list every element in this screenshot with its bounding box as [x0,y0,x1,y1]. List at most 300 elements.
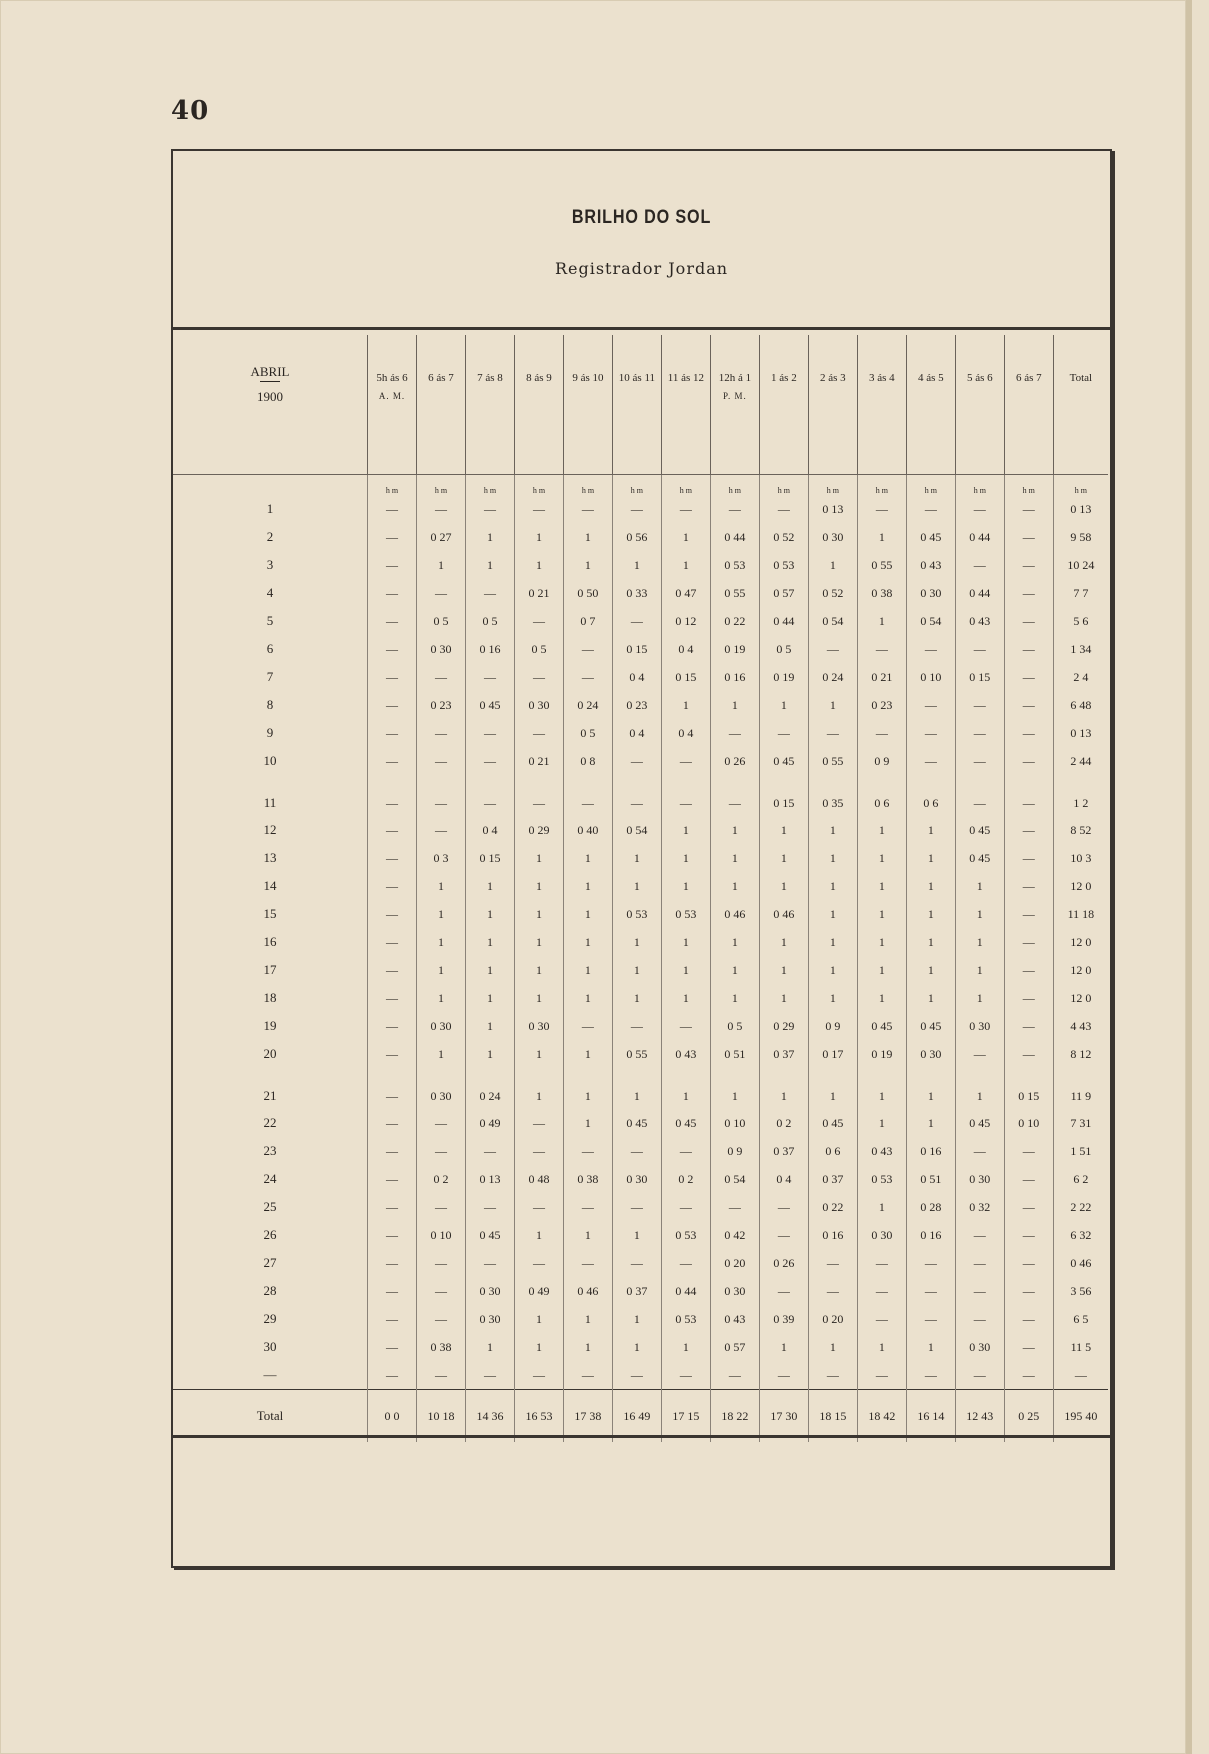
hour-cell: 0 20 [710,1249,759,1277]
hour-cell: 0 17 [808,1040,857,1068]
hour-cell: — [368,495,417,523]
hour-cell: 1 [808,1333,857,1361]
hour-cell: 1 [808,928,857,956]
hour-cell: — [808,1277,857,1305]
hour-cell: 0 30 [955,1333,1004,1361]
hour-cell: — [1004,928,1053,956]
hour-cell: 0 33 [612,579,661,607]
grand-total-cell: 195 40 [1053,1390,1108,1443]
hour-cell: 0 45 [465,691,514,719]
hour-cell: 1 [416,551,465,579]
table-row [173,928,1108,956]
row-total-cell: 6 5 [1053,1305,1108,1333]
hour-cell: 0 45 [661,1109,710,1137]
hour-cell: — [955,747,1004,775]
hour-cell: — [416,1305,465,1333]
table-frame [171,149,1112,1568]
hour-cell: 0 45 [906,1012,955,1040]
hour-cell: — [1004,1221,1053,1249]
hour-cell: 1 [514,928,563,956]
hour-cell: — [416,1249,465,1277]
hour-cell: 0 30 [710,1277,759,1305]
hour-cell: 1 [612,551,661,579]
hour-cell: — [368,551,417,579]
hour-cell: 0 40 [563,816,612,844]
hour-cell: — [612,775,661,816]
column-header [465,335,514,475]
hour-cell: 1 [661,691,710,719]
row-total-cell: 11 9 [1053,1068,1108,1109]
hour-cell: 0 37 [612,1277,661,1305]
hour-cell: 1 [514,984,563,1012]
hour-cell: 0 54 [906,607,955,635]
row-total-cell: 8 12 [1053,1040,1108,1068]
hour-cell: — [661,775,710,816]
hour-cell: 0 15 [661,663,710,691]
column-header-label: 6 ás 7 [428,372,454,384]
hour-cell: — [1004,663,1053,691]
hour-cell: — [368,844,417,872]
hour-cell: 0 46 [759,900,808,928]
day-cell: 9 [266,725,274,740]
hour-cell: 1 [857,900,906,928]
hour-cell: 1 [808,900,857,928]
hour-cell: 1 [808,551,857,579]
hour-cell: — [368,928,417,956]
hour-cell: 0 6 [808,1137,857,1165]
hour-cell: — [759,1193,808,1221]
column-header-label: 12h á 1 [718,372,752,384]
hour-cell: 0 19 [710,635,759,663]
hour-cell: 0 22 [808,1193,857,1221]
hour-cell: 1 [857,816,906,844]
column-header-label: 10 ás 11 [618,372,656,384]
hour-cell: 0 5 [563,719,612,747]
hour-cell: 1 [416,872,465,900]
hour-cell: 0 54 [710,1165,759,1193]
day-cell: 16 [263,934,277,949]
hour-cell: — [465,663,514,691]
hour-cell: 0 29 [759,1012,808,1040]
hour-cell: 1 [906,1109,955,1137]
hour-cell: — [368,1361,417,1390]
unit-label: h m [612,475,661,496]
column-header-label: 5h ás 6 [376,372,408,384]
day-cell: 19 [263,1018,277,1033]
hour-cell: 0 46 [563,1277,612,1305]
hour-cell: 0 24 [808,663,857,691]
row-total-cell: 7 7 [1053,579,1108,607]
hour-cell: — [710,495,759,523]
hour-cell: 0 24 [465,1068,514,1109]
row-total-cell: 1 51 [1053,1137,1108,1165]
hour-cell: 1 [563,1068,612,1109]
hour-cell: 1 [759,956,808,984]
hour-cell: 1 [563,900,612,928]
hour-cell: 0 15 [955,663,1004,691]
hour-cell: 0 24 [563,691,612,719]
hour-cell: 0 30 [808,523,857,551]
hour-cell: — [416,1361,465,1390]
hour-cell: 1 [612,1068,661,1109]
hour-cell: — [808,719,857,747]
hour-cell: 0 48 [514,1165,563,1193]
hour-cell: — [661,1012,710,1040]
row-header-year: 1900 [257,389,283,404]
hour-cell: — [368,1137,417,1165]
hour-cell: 0 54 [808,607,857,635]
hour-cell: — [906,1361,955,1390]
hour-cell: — [368,1012,417,1040]
hour-cell: — [1004,579,1053,607]
hour-cell: — [1004,551,1053,579]
hour-cell: 0 10 [416,1221,465,1249]
hour-cell: — [368,872,417,900]
hour-cell: 0 32 [955,1193,1004,1221]
hour-cell: 1 [710,956,759,984]
hour-cell: 0 13 [808,495,857,523]
hour-cell: — [710,775,759,816]
hour-cell: 0 43 [661,1040,710,1068]
hour-cell: — [612,1137,661,1165]
hour-cell: 1 [514,956,563,984]
hour-cell: 1 [465,956,514,984]
unit-label: h m [465,475,514,496]
row-total-cell: 0 13 [1053,495,1108,523]
hour-cell: — [368,663,417,691]
hour-cell: — [368,900,417,928]
hour-cell: — [906,719,955,747]
row-total-cell: 7 31 [1053,1109,1108,1137]
day-cell: 26 [263,1227,277,1242]
hour-cell: — [661,1137,710,1165]
hour-cell: 0 45 [955,816,1004,844]
hour-cell: — [710,1193,759,1221]
hour-cell: — [1004,1012,1053,1040]
hour-cell: — [906,635,955,663]
column-total-cell: 17 38 [563,1390,612,1443]
hour-cell: 1 [612,928,661,956]
hour-cell: 0 9 [710,1137,759,1165]
hour-cell: 0 6 [857,775,906,816]
hour-cell: 1 [808,691,857,719]
hour-cell: 0 30 [857,1221,906,1249]
hour-cell: 0 44 [759,607,808,635]
hour-cell: — [710,719,759,747]
day-cell: 27 [263,1255,277,1270]
hour-cell: 0 45 [857,1012,906,1040]
hour-cell: 0 43 [955,607,1004,635]
hour-cell: — [857,1249,906,1277]
column-total-cell: 16 14 [906,1390,955,1443]
hour-cell: — [563,1137,612,1165]
table-row [173,1221,1108,1249]
unit-label: h m [514,475,563,496]
hour-cell: — [1004,635,1053,663]
day-cell: 25 [263,1199,277,1214]
units-row [173,475,1108,496]
hour-cell: — [1004,747,1053,775]
hour-cell: — [465,1193,514,1221]
hour-cell: 0 45 [955,844,1004,872]
column-total-cell: 0 25 [1004,1390,1053,1443]
hour-cell: 1 [514,1305,563,1333]
hour-cell: — [1004,1193,1053,1221]
hour-cell: 0 19 [759,663,808,691]
column-header [661,335,710,475]
day-cell: 13 [263,850,277,865]
hour-cell: 0 35 [808,775,857,816]
hour-cell: 0 23 [416,691,465,719]
hour-cell: 0 45 [759,747,808,775]
hour-cell: 1 [759,691,808,719]
hour-cell: — [661,1249,710,1277]
hour-cell: 1 [857,607,906,635]
column-header [955,335,1004,475]
hour-cell: 1 [563,984,612,1012]
hour-cell: — [612,1361,661,1390]
hour-cell: — [368,1249,417,1277]
footer-rule [173,1435,1110,1438]
table-row [173,1361,1108,1390]
hour-cell: 0 10 [906,663,955,691]
column-total-cell: 18 22 [710,1390,759,1443]
hour-cell: 1 [514,1221,563,1249]
hour-cell: 0 37 [759,1040,808,1068]
day-cell: 22 [263,1115,277,1130]
hour-cell: 0 30 [416,1012,465,1040]
hour-cell: 1 [563,1040,612,1068]
hour-cell: 0 8 [563,747,612,775]
hour-cell: — [1004,1249,1053,1277]
hour-cell: 1 [710,816,759,844]
row-header [173,335,368,475]
hour-cell: — [563,1193,612,1221]
hour-cell: 1 [661,844,710,872]
hour-cell: — [563,775,612,816]
hour-cell: — [514,1193,563,1221]
table-row [173,1305,1108,1333]
hour-cell: 0 5 [514,635,563,663]
hour-cell: — [368,1165,417,1193]
hour-cell: 1 [563,1305,612,1333]
hour-cell: 0 38 [416,1333,465,1361]
hour-cell: 0 42 [710,1221,759,1249]
unit-label: h m [710,475,759,496]
hour-cell: 0 30 [416,635,465,663]
row-header-divider [260,381,280,388]
hour-cell: 0 4 [465,816,514,844]
hour-cell: 1 [759,872,808,900]
hour-cell: — [857,635,906,663]
row-total-cell: 0 13 [1053,719,1108,747]
row-total-cell: 8 52 [1053,816,1108,844]
hour-cell: 0 5 [416,607,465,635]
hour-cell: 0 53 [612,900,661,928]
table-row [173,719,1108,747]
column-header-period: P. M. [723,391,747,401]
hour-cell: 1 [563,872,612,900]
hour-cell: 1 [808,984,857,1012]
table-row [173,607,1108,635]
hour-cell: 0 55 [857,551,906,579]
hour-cell: — [368,691,417,719]
hour-cell: 1 [514,523,563,551]
day-cell: 20 [263,1046,277,1061]
hour-cell: 1 [710,844,759,872]
hour-cell: 0 26 [710,747,759,775]
row-total-cell: 2 22 [1053,1193,1108,1221]
hour-cell: — [368,635,417,663]
hour-cell: — [759,1361,808,1390]
hour-cell: — [368,1277,417,1305]
hour-cell: 0 28 [906,1193,955,1221]
hour-cell: — [416,816,465,844]
hour-cell: 0 45 [612,1109,661,1137]
unit-label: h m [857,475,906,496]
hour-cell: 1 [612,1333,661,1361]
hour-cell: 0 44 [710,523,759,551]
day-cell: 8 [266,697,274,712]
hour-cell: 0 23 [612,691,661,719]
hour-cell: 0 21 [514,579,563,607]
hour-cell: — [857,1277,906,1305]
hour-cell: 1 [514,1068,563,1109]
table-row [173,1333,1108,1361]
hour-cell: 0 30 [906,1040,955,1068]
hour-cell: 0 21 [857,663,906,691]
column-header [857,335,906,475]
hour-cell: 0 19 [857,1040,906,1068]
hour-cell: 0 3 [416,844,465,872]
column-header-label: 7 ás 8 [477,372,503,384]
hour-cell: — [1004,495,1053,523]
hour-cell: 1 [612,956,661,984]
hour-cell: 1 [465,1012,514,1040]
sunshine-table [173,335,1108,1442]
hour-cell: 1 [563,523,612,551]
hour-cell: 1 [906,816,955,844]
column-header [808,335,857,475]
hour-cell: — [661,1361,710,1390]
column-header-label: 6 ás 7 [1015,372,1042,384]
hour-cell: 0 16 [808,1221,857,1249]
hour-cell: 1 [955,1068,1004,1109]
hour-cell: — [514,663,563,691]
hour-cell: 1 [514,844,563,872]
header-row [173,335,1108,475]
row-total-cell: 3 56 [1053,1277,1108,1305]
hour-cell: 0 57 [759,579,808,607]
day-cell: 15 [263,906,277,921]
hour-cell: — [759,1221,808,1249]
hour-cell: 1 [808,844,857,872]
hour-cell: 1 [661,523,710,551]
row-total-cell: 12 0 [1053,872,1108,900]
hour-cell: 0 29 [514,816,563,844]
column-header [906,335,955,475]
hour-cell: 1 [661,872,710,900]
hour-cell: — [1004,956,1053,984]
hour-cell: 1 [416,956,465,984]
table-row [173,523,1108,551]
hour-cell: 0 26 [759,1249,808,1277]
day-cell: 17 [263,962,277,977]
table-row [173,1249,1108,1277]
hour-cell: — [1004,523,1053,551]
hour-cell: — [368,607,417,635]
hour-cell: 0 55 [612,1040,661,1068]
hour-cell: 1 [465,872,514,900]
hour-cell: 1 [808,816,857,844]
unit-label: h m [808,475,857,496]
hour-cell: — [955,1137,1004,1165]
hour-cell: 0 4 [612,663,661,691]
hour-cell: 1 [808,1068,857,1109]
hour-cell: — [955,1277,1004,1305]
hour-cell: 1 [465,900,514,928]
table-row [173,775,1108,816]
row-total-cell: — [1053,1361,1108,1390]
hour-cell: — [857,719,906,747]
hour-cell: 0 20 [808,1305,857,1333]
hour-cell: 1 [661,984,710,1012]
hour-cell: 0 4 [759,1165,808,1193]
unit-label: h m [416,475,465,496]
hour-cell: — [416,663,465,691]
hour-cell: — [368,775,417,816]
hour-cell: 0 13 [465,1165,514,1193]
hour-cell: 0 30 [416,1068,465,1109]
row-total-cell: 11 5 [1053,1333,1108,1361]
table-row [173,1137,1108,1165]
hour-cell: — [1004,1137,1053,1165]
hour-cell: — [368,956,417,984]
hour-cell: 0 43 [857,1137,906,1165]
hour-cell: 1 [759,844,808,872]
hour-cell: — [1004,900,1053,928]
hour-cell: 0 30 [955,1012,1004,1040]
day-cell: 6 [266,641,274,656]
table-subtitle: Registrador Jordan [554,259,729,278]
hour-cell: 1 [955,928,1004,956]
hour-cell: — [514,1249,563,1277]
hour-cell: — [1004,691,1053,719]
day-cell: 11 [263,795,277,810]
hour-cell: 0 30 [465,1305,514,1333]
hour-cell: 0 30 [465,1277,514,1305]
hour-cell: — [465,1137,514,1165]
hour-cell: 0 12 [661,607,710,635]
hour-cell: — [710,1361,759,1390]
hour-cell: — [759,495,808,523]
hour-cell: — [808,635,857,663]
hour-cell: 1 [955,956,1004,984]
table-row [173,816,1108,844]
hour-cell: 1 [710,872,759,900]
title-block [173,151,1110,327]
hour-cell: 0 2 [416,1165,465,1193]
hour-cell: — [416,495,465,523]
header-rule [173,327,1110,330]
column-header [710,335,759,475]
column-total-cell: 16 49 [612,1390,661,1443]
hour-cell: — [1004,1277,1053,1305]
day-cell: 18 [263,990,277,1005]
hour-cell: — [857,495,906,523]
hour-cell: 0 44 [955,579,1004,607]
hour-cell: — [563,495,612,523]
